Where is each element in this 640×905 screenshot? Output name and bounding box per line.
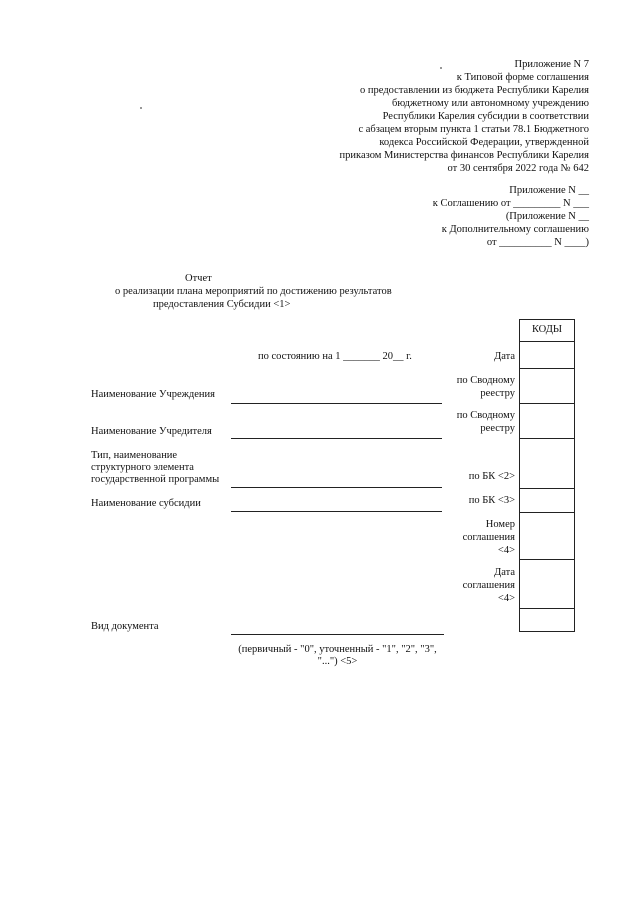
label-agreement-number: <4> (497, 545, 515, 556)
as-of-date: по состоянию на 1 _______ 20__ г. (258, 351, 412, 362)
appendix-line: к Соглашению от _________ N ___ (432, 198, 589, 209)
code-cell-registry-1[interactable] (520, 368, 574, 369)
field-program-label: Тип, наименование (91, 450, 178, 461)
appendix-line: к Дополнительному соглашению (441, 224, 589, 235)
field-founder-line[interactable] (231, 438, 442, 439)
codes-table (519, 319, 575, 632)
code-cell-registry-2[interactable] (520, 403, 574, 404)
field-founder-label: Наименование Учредителя (91, 426, 212, 437)
scan-speck (140, 107, 142, 109)
code-cell-agreement-date[interactable] (520, 559, 574, 560)
field-subsidy-label: Наименование субсидии (91, 498, 201, 509)
header-line: приказом Министерства финансов Республики Карелия (339, 150, 589, 161)
appendix-line: (Приложение N __ (505, 211, 589, 222)
label-bk-2: по БК <2> (468, 471, 515, 482)
code-cell-date[interactable] (520, 341, 574, 342)
header-line: от 30 сентября 2022 года № 642 (447, 163, 589, 174)
label-registry-1: по Сводному (456, 375, 515, 386)
header-line: с абзацем вторым пункта 1 статьи 78.1 Бюджетного (358, 124, 589, 135)
field-doc-type-line[interactable] (231, 634, 444, 635)
field-program-line[interactable] (231, 487, 442, 488)
label-agreement-number: Номер (485, 519, 515, 530)
label-agreement-date: Дата (494, 567, 515, 578)
code-cell-bk-2[interactable] (520, 438, 574, 439)
field-doc-type-hint: (первичный - "0", уточненный - "1", "2", "3", (238, 644, 437, 655)
field-institution-line[interactable] (231, 403, 442, 404)
field-doc-type-label: Вид документа (91, 621, 159, 632)
label-agreement-number: соглашения (462, 532, 515, 543)
label-registry-2: реестру (480, 423, 515, 434)
field-program-label: структурного элемента (91, 462, 194, 473)
label-registry-1: реестру (480, 388, 515, 399)
label-agreement-date: соглашения (462, 580, 515, 591)
appendix-line: Приложение N __ (509, 185, 589, 196)
report-subtitle: о реализации плана мероприятий по достижению результатов (115, 286, 392, 297)
header-line: к Типовой форме соглашения (456, 72, 589, 83)
code-cell-bk-3[interactable] (520, 488, 574, 489)
header-line: Республики Карелия субсидии в соответствии (382, 111, 589, 122)
header-line: кодекса Российской Федерации, утвержденной (379, 137, 589, 148)
report-title: Отчет (185, 273, 212, 284)
report-subtitle: предоставления Субсидии <1> (153, 299, 291, 310)
header-line: о предоставлении из бюджета Республики Карелия (360, 85, 589, 96)
header-line: бюджетному или автономному учреждению (392, 98, 589, 109)
code-cell-doc-type[interactable] (520, 608, 574, 609)
field-doc-type-hint: "...") <5> (317, 656, 358, 667)
header-line: Приложение N 7 (514, 59, 589, 70)
field-subsidy-line[interactable] (231, 511, 442, 512)
codes-header: КОДЫ (531, 324, 563, 335)
label-bk-3: по БК <3> (468, 495, 515, 506)
field-institution-label: Наименование Учреждения (91, 389, 215, 400)
field-program-label: государственной программы (91, 474, 220, 485)
appendix-line: от __________ N ____) (486, 237, 589, 248)
label-agreement-date: <4> (497, 593, 515, 604)
code-cell-agreement-number[interactable] (520, 512, 574, 513)
scan-speck (440, 67, 442, 69)
label-registry-2: по Сводному (456, 410, 515, 421)
label-date: Дата (494, 351, 515, 362)
